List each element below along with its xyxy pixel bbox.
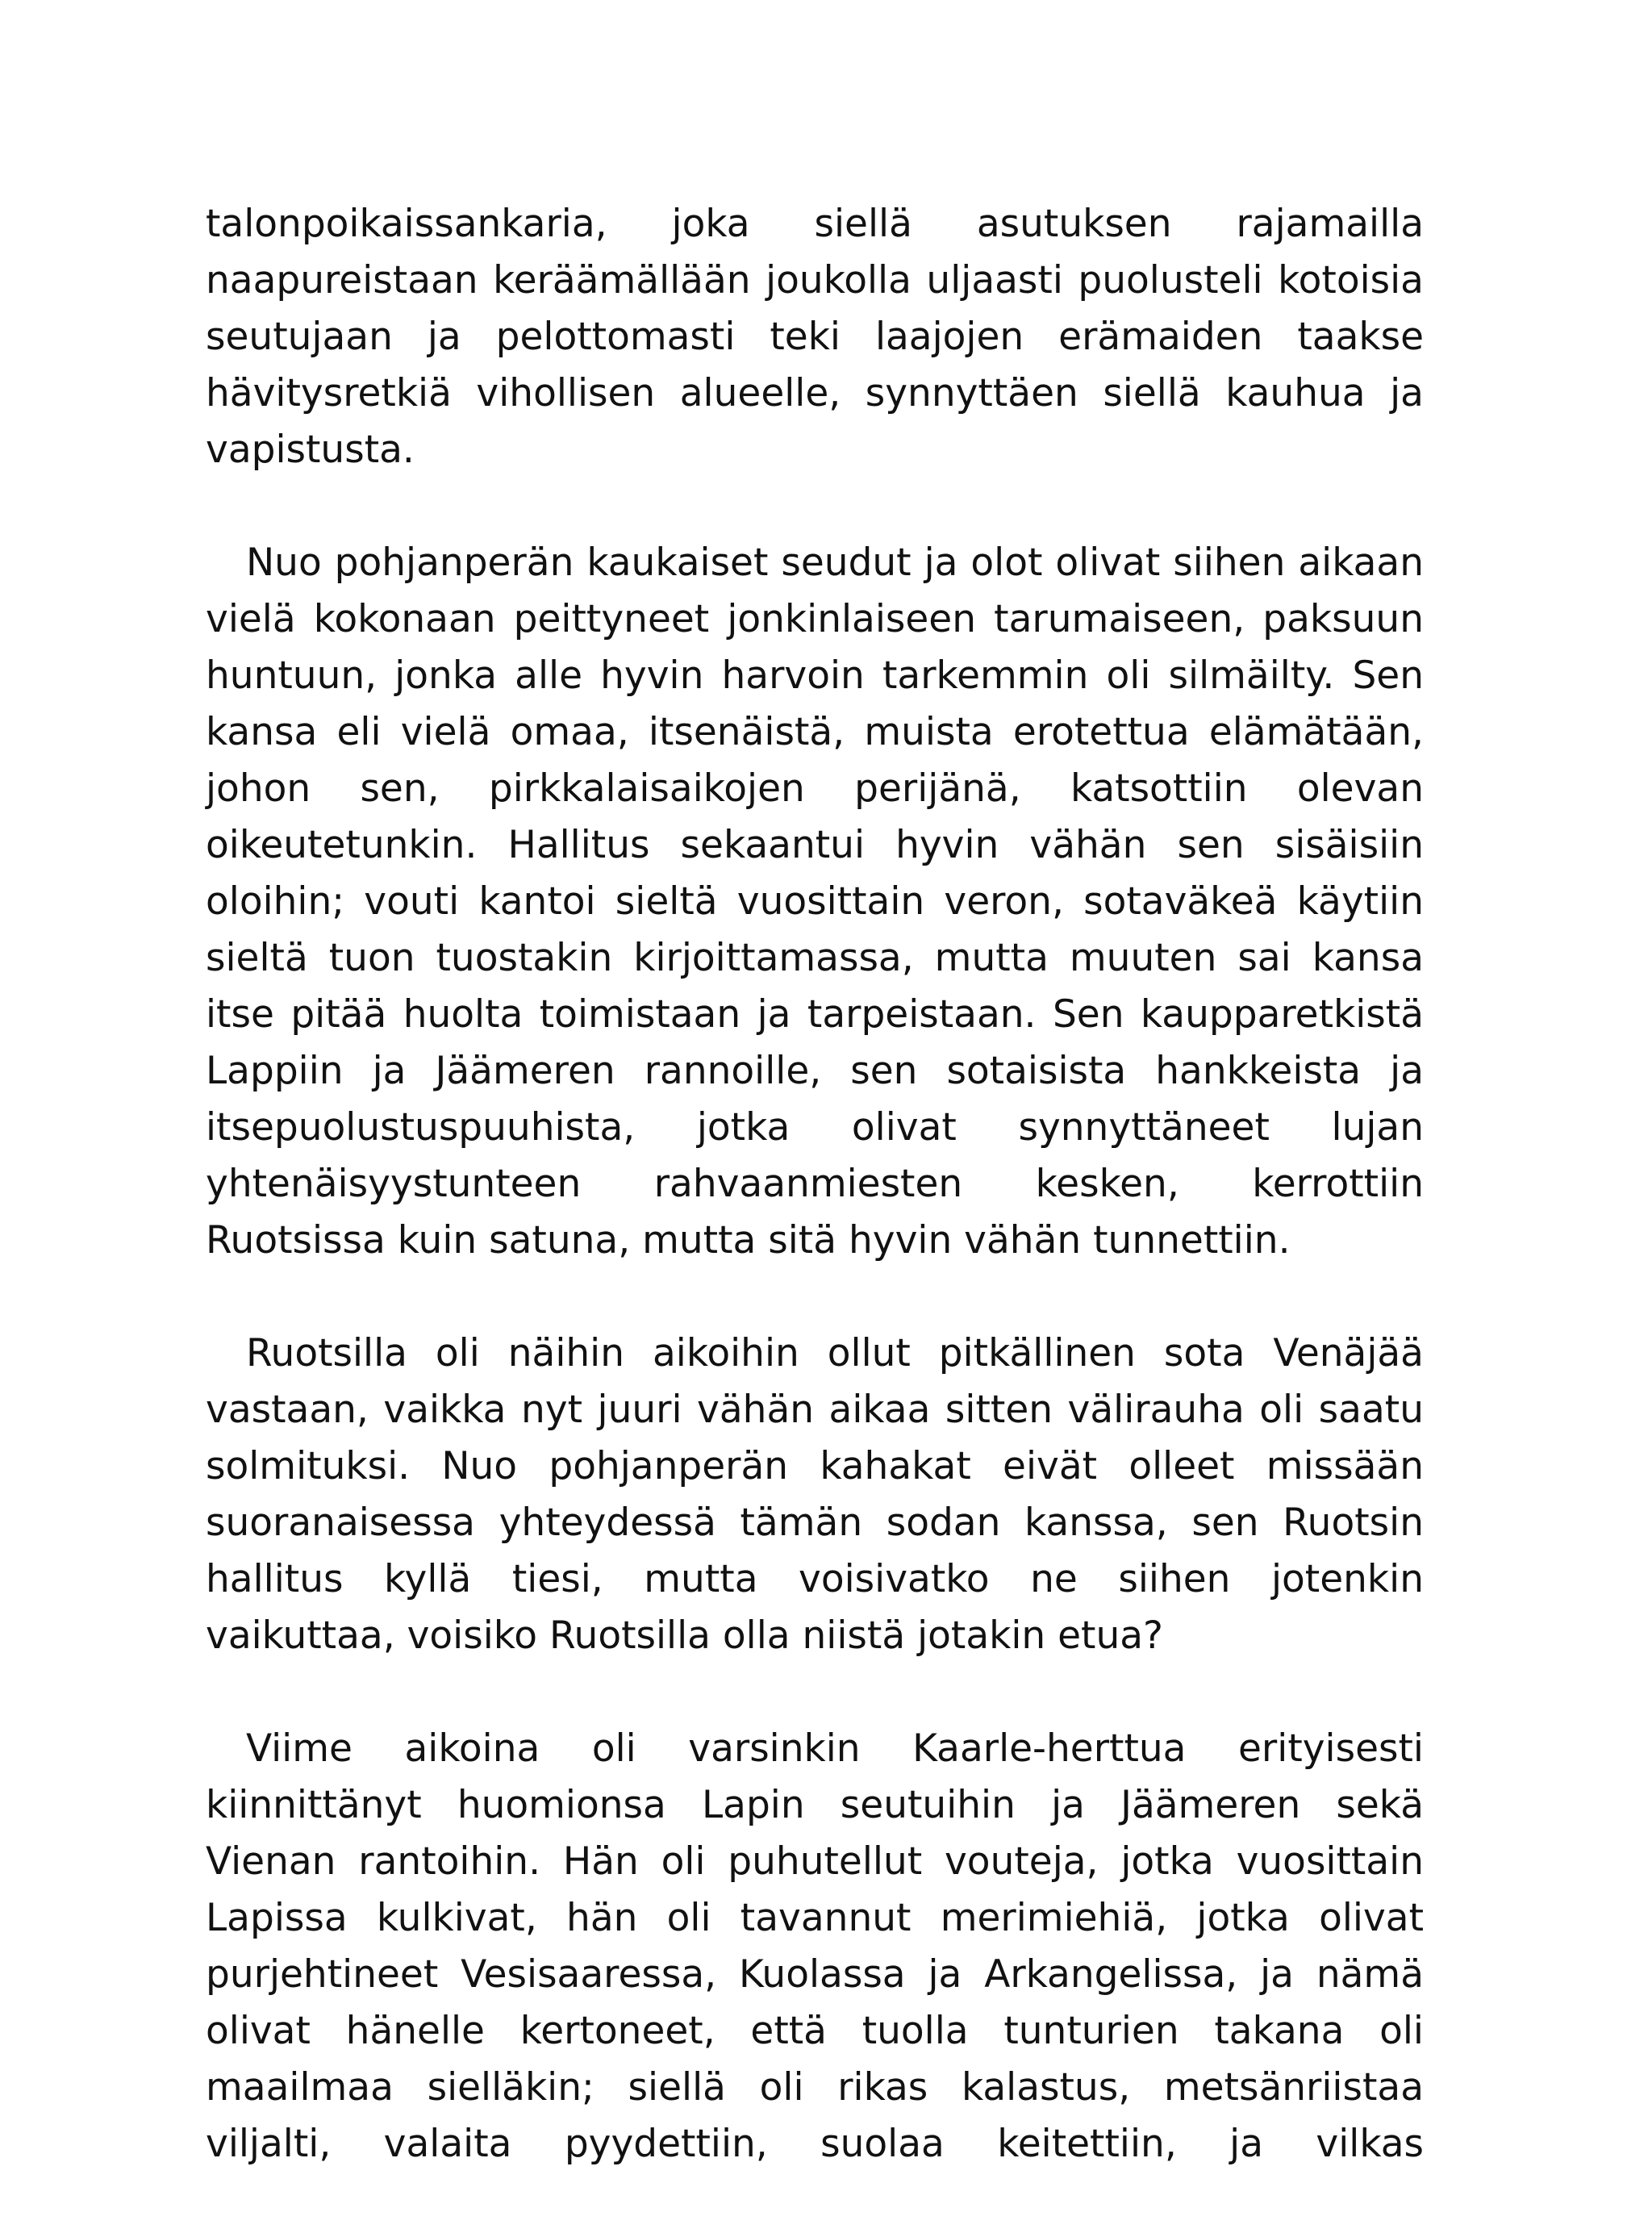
paragraph-1: talonpoikaissankaria, joka siellä asutuksen rajamailla naapureistaan keräämällään joukolla uljaasti puolusteli kotoisia seutujaan ja pelottomasti teki laajojen erämaiden taakse hävitysretkiä vihollisen alueelle, synnyttäen siellä kauhua ja vapistusta. [206,202,1424,472]
paragraph-2: Nuo pohjanperän kaukaiset seudut ja olot olivat siihen aikaan vielä kokonaan peittyneet jonkinlaiseen tarumaiseen, paksuun huntuun, jonka alle hyvin harvoin tarkemmin oli silmäilty. Sen kansa eli vielä omaa, itsenäistä, muista erotettua elämätään, johon sen, pirkkalaisaikojen perijänä, katsottiin olevan oikeutetunkin. Hallitus sekaantui hyvin vähän sen sisäisiin oloihin; vouti kantoi sieltä vuosittain veron, sotaväkeä käytiin sieltä tuon tuostakin kirjoittamassa, mutta muuten sai kansa itse pitää huolta toimistaan ja tarpeistaan. Sen kaupparetkistä Lappiin ja Jäämeren rannoille, sen sotaisista hankkeista ja itsepuolustuspuuhista, jotka olivat synnyttäneet lujan yhtenäisyystunteen rahvaanmiesten kesken, kerrottiin Ruotsissa kuin satuna, mutta sitä hyvin vähän tunnettiin. [206,541,1424,1263]
paragraph-4: Viime aikoina oli varsinkin Kaarle-herttua erityisesti kiinnittänyt huomionsa Lapin seutuihin ja Jäämeren sekä Vienan rantoihin. Hän oli puhutellut vouteja, jotka vuosittain Lapissa kulkivat, hän oli tavannut merimiehiä, jotka olivat purjehtineet Vesisaaressa, Kuolassa ja Arkangelissa, ja nämä olivat hänelle kertoneet, että tuolla tunturien takana oli maailmaa sielläkin; siellä oli rikas kalastus, metsänriistaa viljalti, valaita pyydettiin, suolaa keitettiin, ja vilkas [206,1726,1424,2166]
paragraph-3: Ruotsilla oli näihin aikoihin ollut pitkällinen sota Venäjää vastaan, vaikka nyt juuri vähän aikaa sitten välirauha oli saatu solmituksi. Nuo pohjanperän kahakat eivät olleet missään suoranaisessa yhteydessä tämän sodan kanssa, sen Ruotsin hallitus kyllä tiesi, mutta voisivatko ne siihen jotenkin vaikuttaa, voisiko Ruotsilla olla niistä jotakin etua? [206,1331,1424,1658]
body-text [206,196,1424,2229]
